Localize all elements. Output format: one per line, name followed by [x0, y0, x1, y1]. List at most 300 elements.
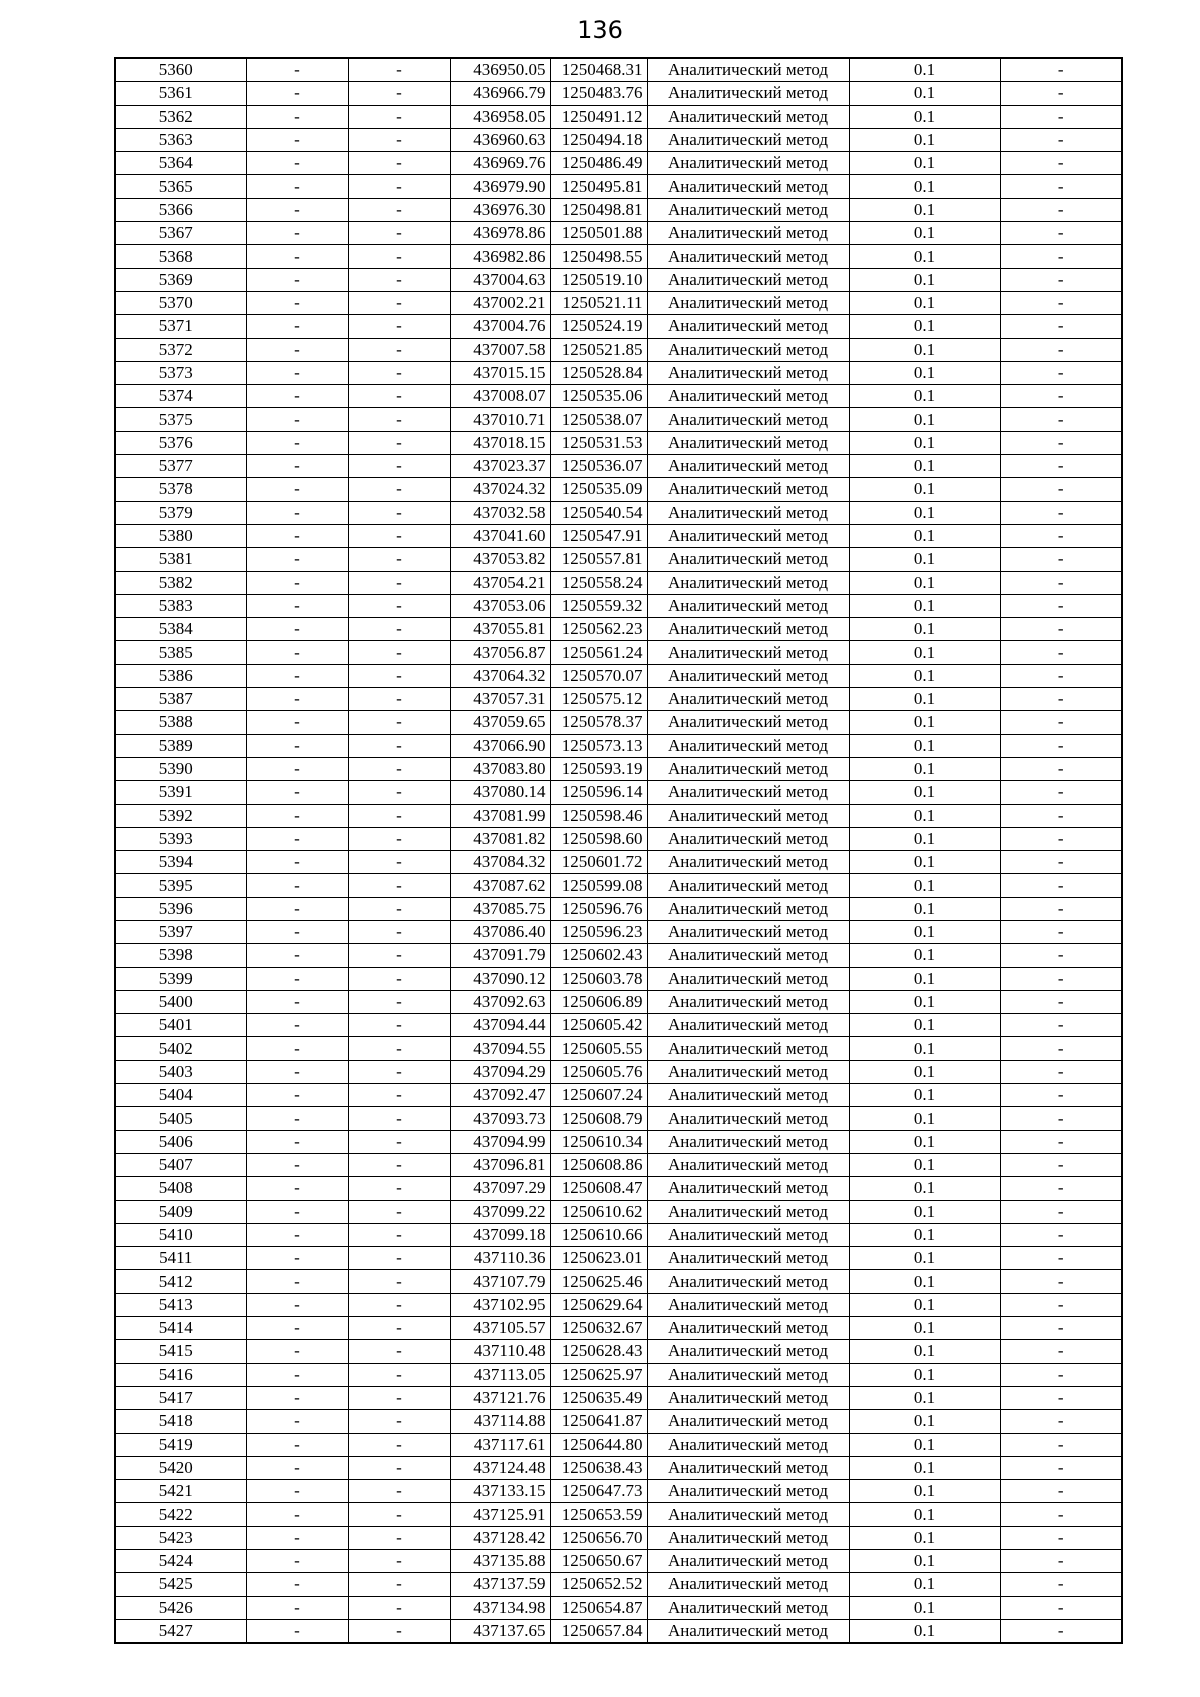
- accuracy-cell: 0.1: [849, 1550, 1000, 1573]
- method-cell: Аналитический метод: [647, 874, 849, 897]
- point-number-cell: 5384: [115, 618, 246, 641]
- blank-cell-c: -: [1000, 245, 1122, 268]
- table-row: [115, 222, 1122, 245]
- table-row: [115, 734, 1122, 757]
- x-coordinate-cell: 437054.21: [450, 571, 550, 594]
- accuracy-cell: 0.1: [849, 1153, 1000, 1176]
- point-number-cell: 5400: [115, 990, 246, 1013]
- method-cell: Аналитический метод: [647, 664, 849, 687]
- blank-cell-b: -: [348, 641, 450, 664]
- x-coordinate-cell: 437133.15: [450, 1480, 550, 1503]
- blank-cell-b: -: [348, 1177, 450, 1200]
- table-row: [115, 268, 1122, 291]
- blank-cell-c: -: [1000, 222, 1122, 245]
- blank-cell-c: -: [1000, 990, 1122, 1013]
- blank-cell-b: -: [348, 1060, 450, 1083]
- blank-cell-a: -: [246, 944, 348, 967]
- method-cell: Аналитический метод: [647, 501, 849, 524]
- table-row: [115, 688, 1122, 711]
- point-number-cell: 5415: [115, 1340, 246, 1363]
- x-coordinate-cell: 437092.63: [450, 990, 550, 1013]
- y-coordinate-cell: 1250629.64: [550, 1293, 647, 1316]
- x-coordinate-cell: 437113.05: [450, 1363, 550, 1386]
- y-coordinate-cell: 1250562.23: [550, 618, 647, 641]
- method-cell: Аналитический метод: [647, 1386, 849, 1409]
- table-row: [115, 1177, 1122, 1200]
- blank-cell-c: -: [1000, 1456, 1122, 1479]
- point-number-cell: 5383: [115, 594, 246, 617]
- y-coordinate-cell: 1250557.81: [550, 548, 647, 571]
- method-cell: Аналитический метод: [647, 618, 849, 641]
- y-coordinate-cell: 1250625.97: [550, 1363, 647, 1386]
- method-cell: Аналитический метод: [647, 524, 849, 547]
- method-cell: Аналитический метод: [647, 1293, 849, 1316]
- method-cell: Аналитический метод: [647, 222, 849, 245]
- method-cell: Аналитический метод: [647, 571, 849, 594]
- accuracy-cell: 0.1: [849, 175, 1000, 198]
- x-coordinate-cell: 437002.21: [450, 291, 550, 314]
- accuracy-cell: 0.1: [849, 851, 1000, 874]
- table-row: [115, 967, 1122, 990]
- blank-cell-a: -: [246, 1153, 348, 1176]
- point-number-cell: 5394: [115, 851, 246, 874]
- table-row: [115, 478, 1122, 501]
- table-row: [115, 1550, 1122, 1573]
- blank-cell-b: -: [348, 1550, 450, 1573]
- y-coordinate-cell: 1250596.23: [550, 920, 647, 943]
- blank-cell-b: -: [348, 851, 450, 874]
- blank-cell-c: -: [1000, 804, 1122, 827]
- y-coordinate-cell: 1250598.60: [550, 827, 647, 850]
- blank-cell-b: -: [348, 594, 450, 617]
- x-coordinate-cell: 437096.81: [450, 1153, 550, 1176]
- blank-cell-a: -: [246, 105, 348, 128]
- method-cell: Аналитический метод: [647, 105, 849, 128]
- blank-cell-c: -: [1000, 524, 1122, 547]
- table-row: [115, 128, 1122, 151]
- blank-cell-b: -: [348, 1200, 450, 1223]
- blank-cell-c: -: [1000, 618, 1122, 641]
- blank-cell-b: -: [348, 1410, 450, 1433]
- accuracy-cell: 0.1: [849, 1596, 1000, 1619]
- blank-cell-b: -: [348, 548, 450, 571]
- method-cell: Аналитический метод: [647, 757, 849, 780]
- point-number-cell: 5409: [115, 1200, 246, 1223]
- accuracy-cell: 0.1: [849, 455, 1000, 478]
- x-coordinate-cell: 437099.22: [450, 1200, 550, 1223]
- method-cell: Аналитический метод: [647, 245, 849, 268]
- method-cell: Аналитический метод: [647, 1596, 849, 1619]
- blank-cell-b: -: [348, 874, 450, 897]
- y-coordinate-cell: 1250653.59: [550, 1503, 647, 1526]
- blank-cell-a: -: [246, 1317, 348, 1340]
- table-row: [115, 1619, 1122, 1643]
- blank-cell-c: -: [1000, 1223, 1122, 1246]
- blank-cell-b: -: [348, 571, 450, 594]
- point-number-cell: 5398: [115, 944, 246, 967]
- table-row: [115, 1410, 1122, 1433]
- blank-cell-c: -: [1000, 408, 1122, 431]
- blank-cell-c: -: [1000, 1410, 1122, 1433]
- accuracy-cell: 0.1: [849, 152, 1000, 175]
- y-coordinate-cell: 1250535.09: [550, 478, 647, 501]
- method-cell: Аналитический метод: [647, 1433, 849, 1456]
- point-number-cell: 5405: [115, 1107, 246, 1130]
- method-cell: Аналитический метод: [647, 1037, 849, 1060]
- y-coordinate-cell: 1250540.54: [550, 501, 647, 524]
- y-coordinate-cell: 1250593.19: [550, 757, 647, 780]
- blank-cell-a: -: [246, 1526, 348, 1549]
- blank-cell-c: -: [1000, 152, 1122, 175]
- y-coordinate-cell: 1250608.86: [550, 1153, 647, 1176]
- accuracy-cell: 0.1: [849, 1410, 1000, 1433]
- x-coordinate-cell: 437092.47: [450, 1084, 550, 1107]
- accuracy-cell: 0.1: [849, 408, 1000, 431]
- blank-cell-a: -: [246, 1340, 348, 1363]
- method-cell: Аналитический метод: [647, 1410, 849, 1433]
- x-coordinate-cell: 437066.90: [450, 734, 550, 757]
- y-coordinate-cell: 1250561.24: [550, 641, 647, 664]
- blank-cell-b: -: [348, 175, 450, 198]
- blank-cell-b: -: [348, 315, 450, 338]
- point-number-cell: 5363: [115, 128, 246, 151]
- blank-cell-b: -: [348, 1433, 450, 1456]
- y-coordinate-cell: 1250601.72: [550, 851, 647, 874]
- table-row: [115, 385, 1122, 408]
- table-row: [115, 781, 1122, 804]
- blank-cell-b: -: [348, 268, 450, 291]
- blank-cell-c: -: [1000, 967, 1122, 990]
- accuracy-cell: 0.1: [849, 990, 1000, 1013]
- blank-cell-c: -: [1000, 501, 1122, 524]
- blank-cell-b: -: [348, 804, 450, 827]
- blank-cell-a: -: [246, 478, 348, 501]
- y-coordinate-cell: 1250486.49: [550, 152, 647, 175]
- blank-cell-a: -: [246, 967, 348, 990]
- blank-cell-c: -: [1000, 1503, 1122, 1526]
- blank-cell-c: -: [1000, 1247, 1122, 1270]
- y-coordinate-cell: 1250524.19: [550, 315, 647, 338]
- blank-cell-b: -: [348, 1596, 450, 1619]
- blank-cell-a: -: [246, 1480, 348, 1503]
- blank-cell-b: -: [348, 501, 450, 524]
- method-cell: Аналитический метод: [647, 1619, 849, 1643]
- blank-cell-c: -: [1000, 128, 1122, 151]
- y-coordinate-cell: 1250531.53: [550, 431, 647, 454]
- blank-cell-a: -: [246, 152, 348, 175]
- accuracy-cell: 0.1: [849, 1130, 1000, 1153]
- x-coordinate-cell: 437114.88: [450, 1410, 550, 1433]
- blank-cell-a: -: [246, 757, 348, 780]
- x-coordinate-cell: 436969.76: [450, 152, 550, 175]
- method-cell: Аналитический метод: [647, 688, 849, 711]
- accuracy-cell: 0.1: [849, 1340, 1000, 1363]
- x-coordinate-cell: 437110.48: [450, 1340, 550, 1363]
- y-coordinate-cell: 1250468.31: [550, 58, 647, 82]
- x-coordinate-cell: 437091.79: [450, 944, 550, 967]
- accuracy-cell: 0.1: [849, 1084, 1000, 1107]
- table-row: [115, 990, 1122, 1013]
- y-coordinate-cell: 1250573.13: [550, 734, 647, 757]
- table-row: [115, 431, 1122, 454]
- table-row: [115, 711, 1122, 734]
- x-coordinate-cell: 436979.90: [450, 175, 550, 198]
- point-number-cell: 5403: [115, 1060, 246, 1083]
- point-number-cell: 5418: [115, 1410, 246, 1433]
- x-coordinate-cell: 437023.37: [450, 455, 550, 478]
- accuracy-cell: 0.1: [849, 1480, 1000, 1503]
- x-coordinate-cell: 437041.60: [450, 524, 550, 547]
- accuracy-cell: 0.1: [849, 1456, 1000, 1479]
- blank-cell-b: -: [348, 1293, 450, 1316]
- blank-cell-c: -: [1000, 781, 1122, 804]
- blank-cell-a: -: [246, 291, 348, 314]
- method-cell: Аналитический метод: [647, 1456, 849, 1479]
- accuracy-cell: 0.1: [849, 897, 1000, 920]
- table-row: [115, 291, 1122, 314]
- point-number-cell: 5422: [115, 1503, 246, 1526]
- table-row: [115, 804, 1122, 827]
- x-coordinate-cell: 437010.71: [450, 408, 550, 431]
- x-coordinate-cell: 437004.76: [450, 315, 550, 338]
- table-row: [115, 1433, 1122, 1456]
- blank-cell-b: -: [348, 291, 450, 314]
- x-coordinate-cell: 437137.65: [450, 1619, 550, 1643]
- point-number-cell: 5412: [115, 1270, 246, 1293]
- blank-cell-a: -: [246, 431, 348, 454]
- table-row: [115, 105, 1122, 128]
- x-coordinate-cell: 437053.06: [450, 594, 550, 617]
- blank-cell-b: -: [348, 431, 450, 454]
- x-coordinate-cell: 437081.99: [450, 804, 550, 827]
- blank-cell-c: -: [1000, 571, 1122, 594]
- blank-cell-a: -: [246, 1363, 348, 1386]
- table-row: [115, 1596, 1122, 1619]
- blank-cell-a: -: [246, 711, 348, 734]
- blank-cell-c: -: [1000, 58, 1122, 82]
- method-cell: Аналитический метод: [647, 478, 849, 501]
- accuracy-cell: 0.1: [849, 1386, 1000, 1409]
- blank-cell-a: -: [246, 245, 348, 268]
- blank-cell-a: -: [246, 781, 348, 804]
- blank-cell-b: -: [348, 1386, 450, 1409]
- method-cell: Аналитический метод: [647, 1177, 849, 1200]
- blank-cell-a: -: [246, 571, 348, 594]
- y-coordinate-cell: 1250521.85: [550, 338, 647, 361]
- x-coordinate-cell: 437057.31: [450, 688, 550, 711]
- accuracy-cell: 0.1: [849, 571, 1000, 594]
- point-number-cell: 5414: [115, 1317, 246, 1340]
- point-number-cell: 5417: [115, 1386, 246, 1409]
- blank-cell-c: -: [1000, 1550, 1122, 1573]
- table-row: [115, 641, 1122, 664]
- blank-cell-b: -: [348, 688, 450, 711]
- method-cell: Аналитический метод: [647, 967, 849, 990]
- blank-cell-b: -: [348, 1223, 450, 1246]
- blank-cell-c: -: [1000, 315, 1122, 338]
- blank-cell-c: -: [1000, 1177, 1122, 1200]
- method-cell: Аналитический метод: [647, 1223, 849, 1246]
- accuracy-cell: 0.1: [849, 874, 1000, 897]
- blank-cell-b: -: [348, 1084, 450, 1107]
- blank-cell-a: -: [246, 338, 348, 361]
- blank-cell-a: -: [246, 548, 348, 571]
- method-cell: Аналитический метод: [647, 338, 849, 361]
- blank-cell-a: -: [246, 1293, 348, 1316]
- blank-cell-c: -: [1000, 920, 1122, 943]
- blank-cell-a: -: [246, 1619, 348, 1643]
- blank-cell-a: -: [246, 1247, 348, 1270]
- point-number-cell: 5425: [115, 1573, 246, 1596]
- x-coordinate-cell: 437053.82: [450, 548, 550, 571]
- blank-cell-c: -: [1000, 944, 1122, 967]
- method-cell: Аналитический метод: [647, 781, 849, 804]
- blank-cell-b: -: [348, 1317, 450, 1340]
- table-row: [115, 501, 1122, 524]
- blank-cell-c: -: [1000, 1619, 1122, 1643]
- blank-cell-a: -: [246, 1270, 348, 1293]
- x-coordinate-cell: 437055.81: [450, 618, 550, 641]
- point-number-cell: 5390: [115, 757, 246, 780]
- point-number-cell: 5410: [115, 1223, 246, 1246]
- table-row: [115, 1014, 1122, 1037]
- blank-cell-b: -: [348, 711, 450, 734]
- y-coordinate-cell: 1250570.07: [550, 664, 647, 687]
- table-row: [115, 198, 1122, 221]
- method-cell: Аналитический метод: [647, 361, 849, 384]
- method-cell: Аналитический метод: [647, 385, 849, 408]
- point-number-cell: 5420: [115, 1456, 246, 1479]
- blank-cell-b: -: [348, 105, 450, 128]
- table-row: [115, 1456, 1122, 1479]
- table-row: [115, 1247, 1122, 1270]
- method-cell: Аналитический метод: [647, 198, 849, 221]
- accuracy-cell: 0.1: [849, 618, 1000, 641]
- y-coordinate-cell: 1250606.89: [550, 990, 647, 1013]
- blank-cell-a: -: [246, 1107, 348, 1130]
- table-row: [115, 245, 1122, 268]
- accuracy-cell: 0.1: [849, 82, 1000, 105]
- point-number-cell: 5360: [115, 58, 246, 82]
- table-row: [115, 1037, 1122, 1060]
- x-coordinate-cell: 437085.75: [450, 897, 550, 920]
- x-coordinate-cell: 437083.80: [450, 757, 550, 780]
- x-coordinate-cell: 436978.86: [450, 222, 550, 245]
- blank-cell-c: -: [1000, 1317, 1122, 1340]
- method-cell: Аналитический метод: [647, 1526, 849, 1549]
- table-row: [115, 1503, 1122, 1526]
- x-coordinate-cell: 437087.62: [450, 874, 550, 897]
- blank-cell-c: -: [1000, 1153, 1122, 1176]
- blank-cell-a: -: [246, 594, 348, 617]
- accuracy-cell: 0.1: [849, 1317, 1000, 1340]
- y-coordinate-cell: 1250603.78: [550, 967, 647, 990]
- y-coordinate-cell: 1250644.80: [550, 1433, 647, 1456]
- blank-cell-a: -: [246, 1573, 348, 1596]
- blank-cell-b: -: [348, 897, 450, 920]
- y-coordinate-cell: 1250638.43: [550, 1456, 647, 1479]
- blank-cell-c: -: [1000, 1084, 1122, 1107]
- blank-cell-a: -: [246, 455, 348, 478]
- point-number-cell: 5381: [115, 548, 246, 571]
- x-coordinate-cell: 436958.05: [450, 105, 550, 128]
- method-cell: Аналитический метод: [647, 1550, 849, 1573]
- blank-cell-b: -: [348, 1363, 450, 1386]
- y-coordinate-cell: 1250495.81: [550, 175, 647, 198]
- table-row: [115, 1107, 1122, 1130]
- blank-cell-a: -: [246, 897, 348, 920]
- blank-cell-b: -: [348, 967, 450, 990]
- x-coordinate-cell: 437086.40: [450, 920, 550, 943]
- blank-cell-a: -: [246, 1200, 348, 1223]
- table-row: [115, 315, 1122, 338]
- x-coordinate-cell: 437015.15: [450, 361, 550, 384]
- accuracy-cell: 0.1: [849, 827, 1000, 850]
- blank-cell-c: -: [1000, 1060, 1122, 1083]
- point-number-cell: 5362: [115, 105, 246, 128]
- blank-cell-c: -: [1000, 688, 1122, 711]
- blank-cell-a: -: [246, 82, 348, 105]
- blank-cell-b: -: [348, 338, 450, 361]
- method-cell: Аналитический метод: [647, 408, 849, 431]
- blank-cell-b: -: [348, 944, 450, 967]
- blank-cell-b: -: [348, 1619, 450, 1643]
- accuracy-cell: 0.1: [849, 1433, 1000, 1456]
- x-coordinate-cell: 437094.29: [450, 1060, 550, 1083]
- table-row: [115, 361, 1122, 384]
- table-row: [115, 175, 1122, 198]
- x-coordinate-cell: 437134.98: [450, 1596, 550, 1619]
- table-row: [115, 920, 1122, 943]
- blank-cell-a: -: [246, 1550, 348, 1573]
- accuracy-cell: 0.1: [849, 222, 1000, 245]
- y-coordinate-cell: 1250599.08: [550, 874, 647, 897]
- blank-cell-c: -: [1000, 897, 1122, 920]
- y-coordinate-cell: 1250535.06: [550, 385, 647, 408]
- point-number-cell: 5408: [115, 1177, 246, 1200]
- y-coordinate-cell: 1250635.49: [550, 1386, 647, 1409]
- x-coordinate-cell: 437102.95: [450, 1293, 550, 1316]
- table-row: [115, 827, 1122, 850]
- accuracy-cell: 0.1: [849, 361, 1000, 384]
- blank-cell-c: -: [1000, 664, 1122, 687]
- method-cell: Аналитический метод: [647, 594, 849, 617]
- y-coordinate-cell: 1250650.67: [550, 1550, 647, 1573]
- accuracy-cell: 0.1: [849, 58, 1000, 82]
- accuracy-cell: 0.1: [849, 1619, 1000, 1643]
- blank-cell-b: -: [348, 618, 450, 641]
- blank-cell-c: -: [1000, 82, 1122, 105]
- y-coordinate-cell: 1250596.76: [550, 897, 647, 920]
- point-number-cell: 5372: [115, 338, 246, 361]
- x-coordinate-cell: 437084.32: [450, 851, 550, 874]
- x-coordinate-cell: 437024.32: [450, 478, 550, 501]
- coordinates-table: [114, 57, 1123, 1644]
- point-number-cell: 5385: [115, 641, 246, 664]
- method-cell: Аналитический метод: [647, 1130, 849, 1153]
- y-coordinate-cell: 1250607.24: [550, 1084, 647, 1107]
- blank-cell-b: -: [348, 1014, 450, 1037]
- blank-cell-b: -: [348, 198, 450, 221]
- point-number-cell: 5411: [115, 1247, 246, 1270]
- point-number-cell: 5421: [115, 1480, 246, 1503]
- blank-cell-c: -: [1000, 1433, 1122, 1456]
- blank-cell-a: -: [246, 827, 348, 850]
- method-cell: Аналитический метод: [647, 1153, 849, 1176]
- blank-cell-c: -: [1000, 711, 1122, 734]
- method-cell: Аналитический метод: [647, 734, 849, 757]
- x-coordinate-cell: 437121.76: [450, 1386, 550, 1409]
